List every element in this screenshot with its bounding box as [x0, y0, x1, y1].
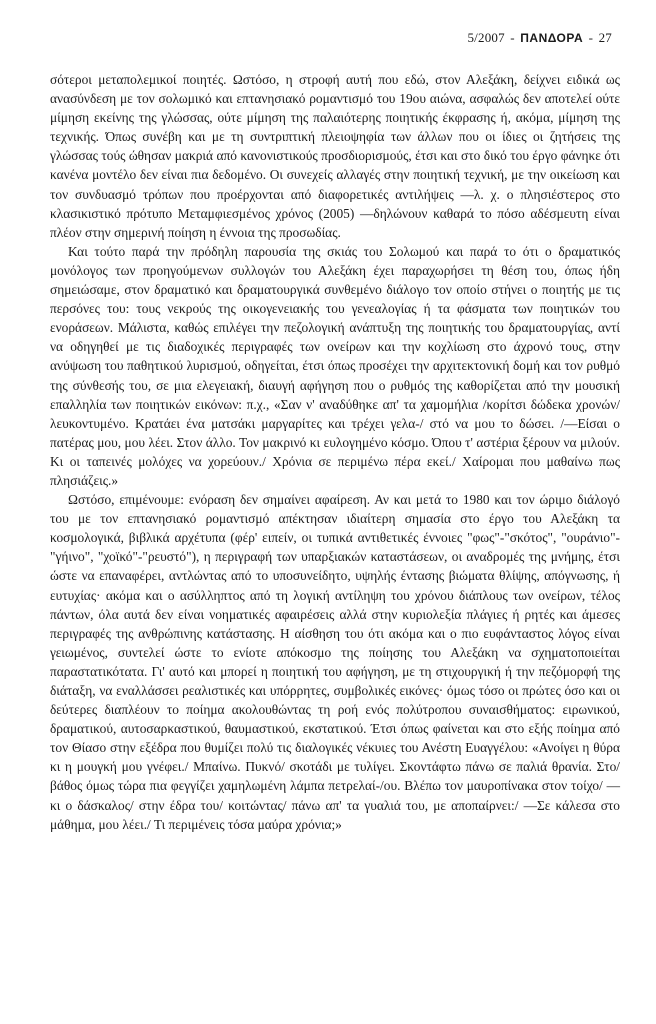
issue-date: 5/2007	[467, 30, 505, 45]
article-body	[50, 70, 620, 834]
page-header	[467, 30, 612, 46]
paragraph-1: σότεροι μεταπολεμικοί ποιητές. Ωστόσο, η στροφή αυτή που εδώ, στον Αλεξάκη, δείχνει ειδικά ως ανασύνδεση με τον σολωμικό και επτανησιακό ρομαντισμό του 19ου αιώνα, ασφαλώς δεν αποτελεί ούτε μίμηση εκείνης της γλώσσας, ούτε μίμηση της παλαιότερης ποιητικής έκφρασης ή, ακόμα, μίμηση της τεχνικής. Όπως συνέβη και με τη συντριπτική πλειοψηφία των άλλων που οι ίδιες οι ζητήσεις της γλώσσας τούς ώθησαν μακριά από κανονιστικούς προσδιορισμούς, έτσι και στο δικό του έργο φάνηκε ότι κανένα μοντέλο δεν είναι πια δεδομένο. Οι συνεχείς αλλαγές στην ποιητική τεχνική, με την οικείωση και τον συνδυασμό τρόπων που προέρχονται από διαφορετικές αντιλήψεις —λ. χ. ο πλησιέστερος στο κλασικιστικό πρότυπο Μεταμφιεσμένος χρόνος (2005) —δηλώνουν καθαρά το πόσο αδέσμευτη είναι πλέον στην σημερινή ποίηση η έννοια της προσωδίας.	[50, 72, 620, 240]
journal-logo: ΠΑΝΔΟΡΑ	[520, 31, 584, 45]
paragraph-3: Ωστόσο, επιμένουμε: ενόραση δεν σημαίνει αφαίρεση. Αν και μετά το 1980 και τον ώριμο διάλογό του με τον επτανησιακό ρομαντισμό απέκτησαν ιδιαίτερη σημασία στο έργο του Αλεξάκη τα κοσμολογικά, βιβλικά αρχέτυπα (φέρ' ειπείν, οι τυπικά αντιθετικές έννοιες "φως"-"σκότος", "ουράνιο"-"γήινο", "χοϊκό"-"ρευστό"), η περιγραφή των υπαρξιακών καταστάσεων, οι αναδρομές της μνήμης, έτσι ώστε να επαναφέρει, αντλώντας από το υποσυνείδητο, υψηλής έντασης βιώματα θλίψης, απόγνωσης, ή ευτυχίας· ακόμα και ο ασύλληπτος από τη λογική αντίληψη του χρόνου διάπλους των ονείρων, τέλος πάντων, όλα αυτά δεν είναι νοηματικές αφαιρέσεις αλλά στην κυριολεξία πλάγιες ή ρητές και άμεσες περιγραφές της ανθρώπινης κατάστασης. Η αίσθηση του ότι ακόμα και ο πιο ευφάνταστος λόγος είναι γειωμένος, συντελεί ώστε το ενίοτε απόκοσμο της ποίησης του Αλεξάκη να σχηματοποιείται παραστατικότατα. Γι' αυτό και μπορεί η ποιητική του αφήγηση, με τη στιχουργική ή την πεζόμορφή της διάταξη, να εναλλάσσει ρεαλιστικές και υπόρρητες, συμβολικές εικόνες· όμως τόσο οι πρώτες όσο και οι δεύτερες διαπλέουν το ποίημα ακολουθώντας τη ροή ενός πολύτροπου συναισθήματος: ειρωνικού, δραματικού, αυτοσαρκαστικού, θαυμαστικού, εκστατικού. Έτσι όπως φαίνεται και στο εξής ποίημα από τον Θίασο στην εξέδρα που θυμίζει πολύ τις διαλογικές νέκυιες του Ανέστη Ευαγγέλου: «Ανοίγει η θύρα κι η μουγκή μου γνέφει./ Μπαίνω. Πυκνό/ σκοτάδι με τυλίγει. Σκοντάφτω πάνω σε παλιά θρανία. Στο/ βάθος όμως τώρα πια φεγγίζει χαμηλωμένη λάμπα πετρελαί-/ου. Βλέπω τον μαυροπίνακα στον τοίχο/ —κι ο δάσκαλος/ στην έδρα του/ κοιτώντας/ πάνω απ' τα γυαλιά του, με αποπαίρνει:/ —Σε κάλεσα στο μάθημα, μου λέει./ Τι περιμένεις τόσα μαύρα χρόνια;»	[50, 492, 620, 832]
header-separator: -	[510, 30, 515, 45]
header-separator: -	[588, 30, 594, 45]
paragraph-2: Και τούτο παρά την πρόδηλη παρουσία της σκιάς του Σολωμού και παρά το ότι ο δραματικός μονόλογος των προηγούμενων συλλογών του Αλεξάκη έχει παραχωρήσει τη θέση του, όπως ήδη σημειώσαμε, στον δραματικό και δραματουργικά συνθεμένο διάλογο τον οποίο στήνει ο ποιητής με τις περσόνες του: τους νεκρούς της οικογενειακής του γενεαλογίας ή τα φάσματα των ποιητικών του ενοράσεων. Μάλιστα, καθώς επιλέγει την πεζολογική ανάπτυξη της ποιητικής του δραματουργίας, αντί να οδηγηθεί με τις διαδοχικές περιγραφές των ονείρων και την κοχλίωση στο άχρονό τους, στην ανύψωση του παθητικού λυρισμού, οδηγείται, έτσι όπως προσέχει την αρχιτεκτονική δομή και τον ρυθμό της σύνθεσής του, σε μια ελεγειακή, διαυγή αφήγηση που ο ρυθμός της καθορίζεται από την μουσική επαλληλία των ποιητικών εικόνων: π.χ., «Σαν ν' αναδύθηκε απ' τα χαμομήλια /κορίτσι δώδεκα χρονών/ λευκοντυμένο. Κρατάει ένα ματσάκι μαργαρίτες και τρέχει γελα-/ στό να μου το δώσει. /—Είσαι ο πατέρας μου, μου λέει. Στον άλλο. Τον μακρινό κι ευλογημένο κόσμο. Όπου τ' αστέρια ξέρουν να μιλούν. Κι οι ταπεινές μολόχες να χορεύουν./ Χρόνια σε περιμένω πέρα εκεί./ Χαίρομαι που μαθαίνω πως πλησιάζεις.»	[50, 243, 620, 488]
page-number: 27	[598, 30, 612, 45]
